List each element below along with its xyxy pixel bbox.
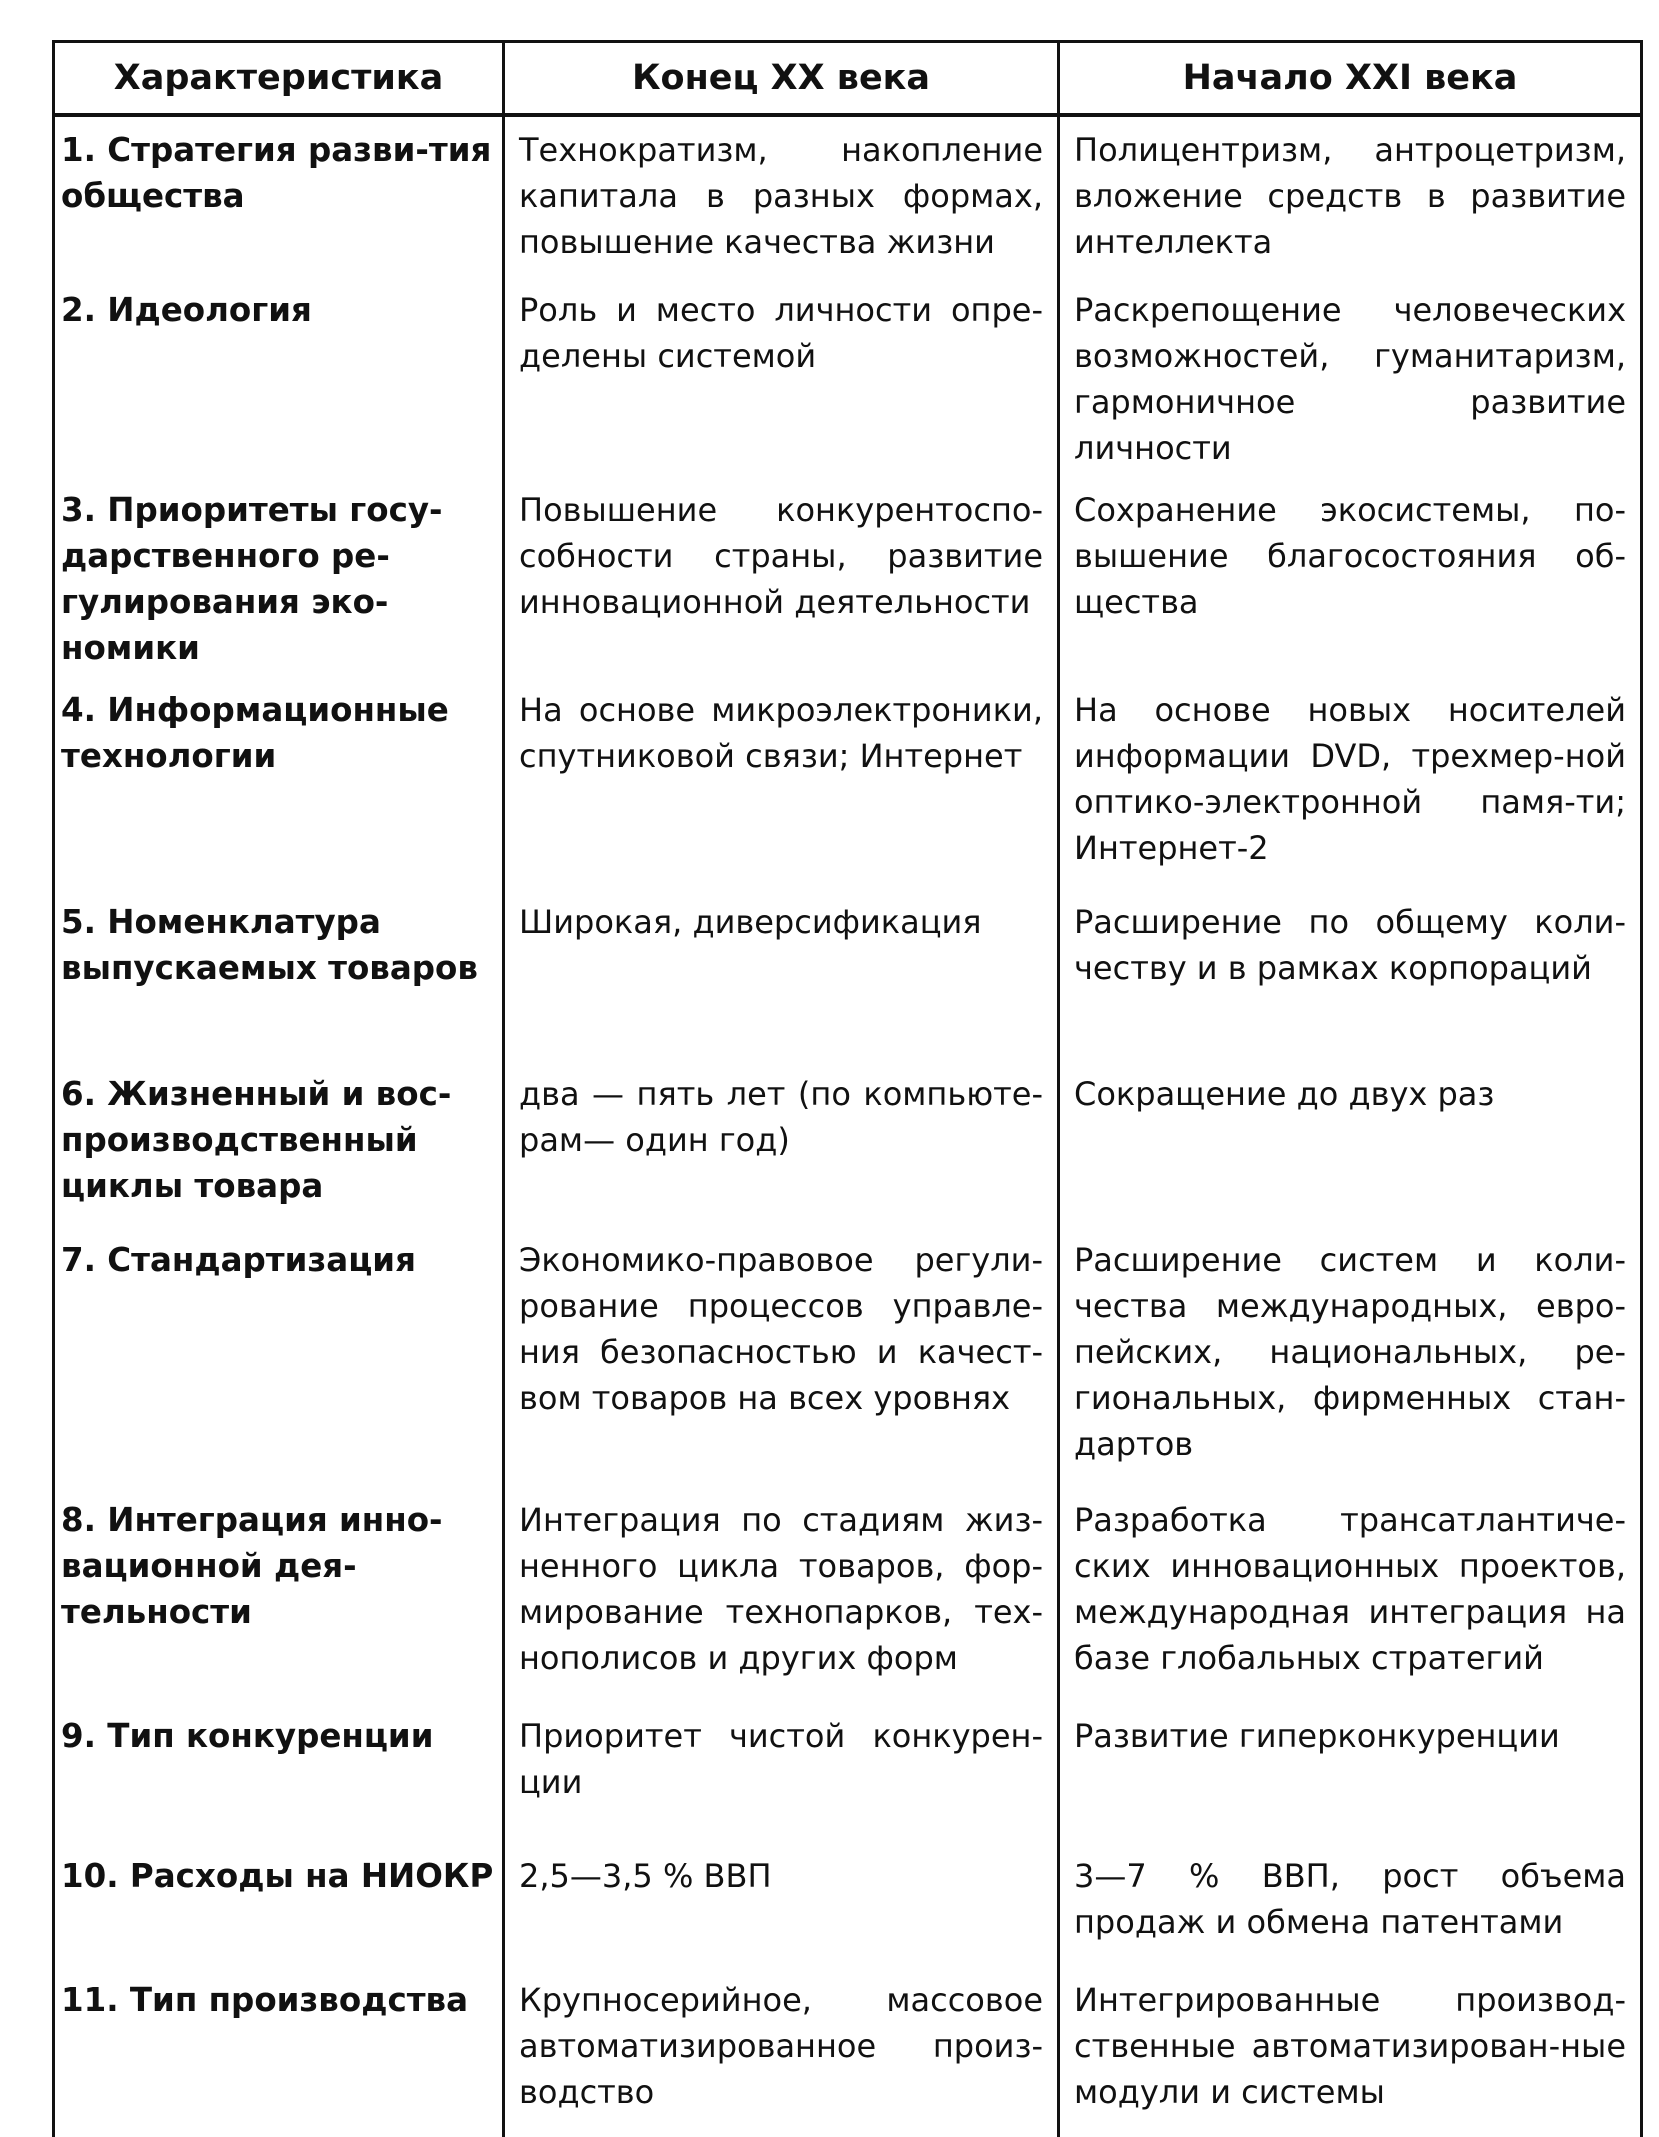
table-row [54,1971,1642,2137]
end-xx-cell: На основе микроэлектроники, спутниковой связи; Интернет [504,681,1059,893]
start-xxi-cell: Интегрированные производ-ственные автоматизирован-ные модули и системы [1059,1971,1642,2137]
end-xx-cell: Экономико-правовое регули-рование процессов управле-ния безопасностью и качест-вом товаров на всех уровнях [504,1231,1059,1491]
start-xxi-cell: На основе новых носителей информации DVD, трехмер-ной оптико-электронной памя-ти; Интернет-2 [1059,681,1642,893]
document-page [52,40,1640,2137]
table-row [54,893,1642,1065]
end-xx-cell: Технократизм, накопление капитала в разных формах, повышение качества жизни [504,115,1059,281]
start-xxi-cell: Сокращение до двух раз [1059,1065,1642,1231]
header-characteristic: Характеристика [54,42,504,116]
header-start-xxi-century: Начало XXI века [1059,42,1642,116]
end-xx-cell: два — пять лет (по компьюте-рам— один год) [504,1065,1059,1231]
characteristic-cell: 6. Жизненный и вос-производственный циклы товара [54,1065,504,1231]
table-row [54,281,1642,481]
characteristic-cell: 5. Номенклатура выпускаемых товаров [54,893,504,1065]
end-xx-cell: 2,5—3,5 % ВВП [504,1847,1059,1971]
characteristic-cell: 1. Стратегия разви-тия общества [54,115,504,281]
table-row [54,1847,1642,1971]
table-row [54,1065,1642,1231]
end-xx-cell: Крупносерийное, массовое автоматизированное произ-водство [504,1971,1059,2137]
start-xxi-cell: Раскрепощение человеческих возможностей, гуманитаризм, гармоничное развитие личности [1059,281,1642,481]
end-xx-cell: Широкая, диверсификация [504,893,1059,1065]
comparison-table [52,40,1643,2137]
table-row [54,1491,1642,1707]
table-row [54,681,1642,893]
end-xx-cell: Роль и место личности опре-делены системой [504,281,1059,481]
table-row [54,481,1642,681]
characteristic-cell: 2. Идеология [54,281,504,481]
start-xxi-cell: Расширение по общему коли-честву и в рамках корпораций [1059,893,1642,1065]
characteristic-cell: 11. Тип производства [54,1971,504,2137]
start-xxi-cell: Расширение систем и коли-чества международных, евро-пейских, национальных, ре-гиональных, фирменных стан-дартов [1059,1231,1642,1491]
characteristic-cell: 3. Приоритеты госу-дарственного ре-гулирования эко-номики [54,481,504,681]
header-row [54,42,1642,116]
characteristic-cell: 9. Тип конкуренции [54,1707,504,1847]
start-xxi-cell: Развитие гиперконкуренции [1059,1707,1642,1847]
start-xxi-cell: Полицентризм, антроцетризм, вложение средств в развитие интеллекта [1059,115,1642,281]
characteristic-cell: 4. Информационные технологии [54,681,504,893]
table-body [54,115,1642,2137]
start-xxi-cell: Разработка трансатлантиче-ских инновационных проектов, международная интеграция на базе глобальных стратегий [1059,1491,1642,1707]
header-end-xx-century: Конец XX века [504,42,1059,116]
characteristic-cell: 10. Расходы на НИОКР [54,1847,504,1971]
end-xx-cell: Повышение конкурентоспо-собности страны, развитие инновационной деятельности [504,481,1059,681]
start-xxi-cell: Сохранение экосистемы, по-вышение благосостояния об-щества [1059,481,1642,681]
end-xx-cell: Приоритет чистой конкурен-ции [504,1707,1059,1847]
start-xxi-cell: 3—7 % ВВП, рост объема продаж и обмена патентами [1059,1847,1642,1971]
characteristic-cell: 7. Стандартизация [54,1231,504,1491]
table-row [54,115,1642,281]
end-xx-cell: Интеграция по стадиям жиз-ненного цикла товаров, фор-мирование технопарков, тех-нополисов и других форм [504,1491,1059,1707]
table-header [54,42,1642,116]
table-row [54,1707,1642,1847]
table-row [54,1231,1642,1491]
characteristic-cell: 8. Интеграция инно-вационной дея-тельности [54,1491,504,1707]
